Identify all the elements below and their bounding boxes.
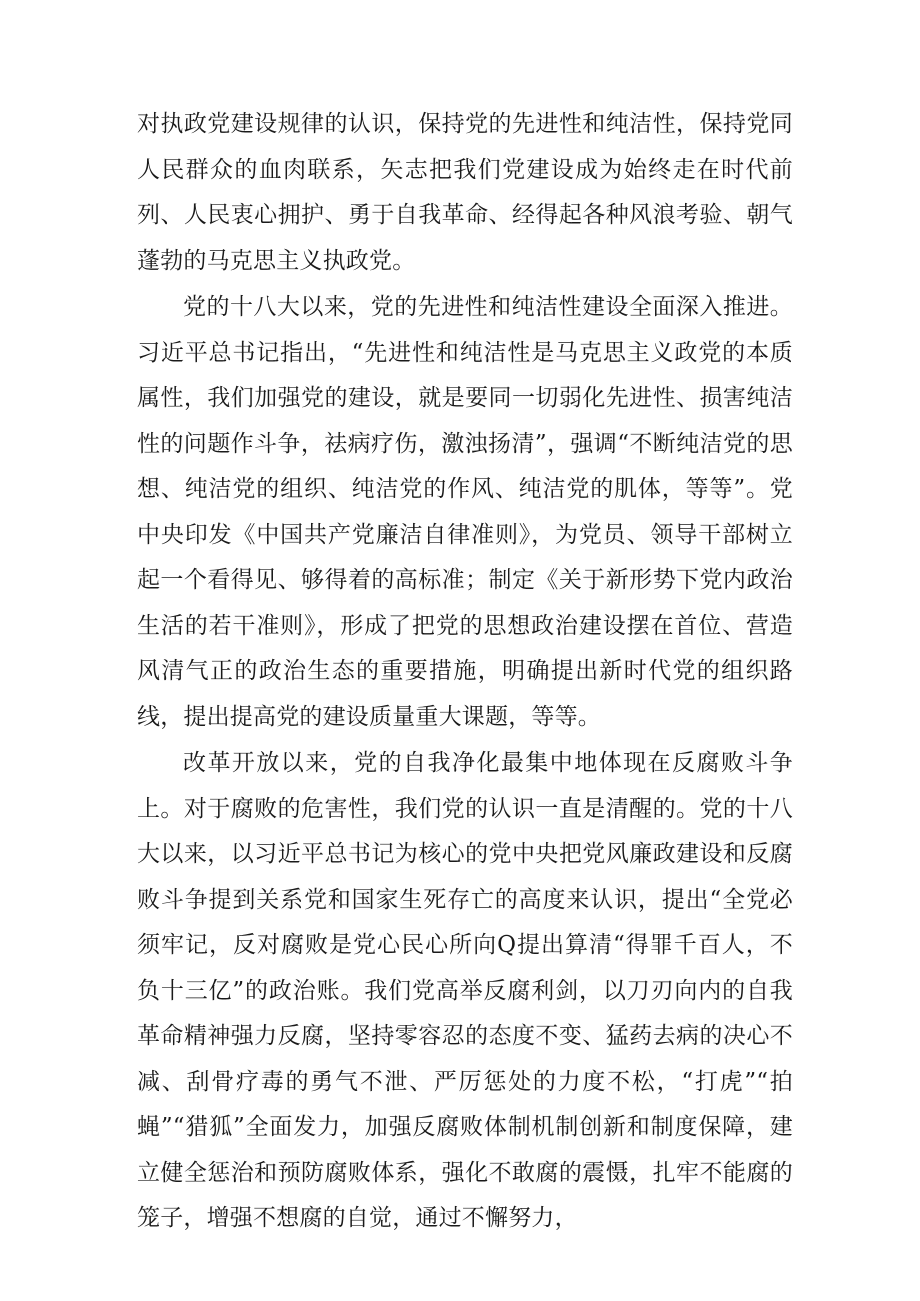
document-body (137, 102, 793, 1242)
paragraph-continuation: 对执政党建设规律的认识，保持党的先进性和纯洁性，保持党同人民群众的血肉联系，矢志把我们党建设成为始终走在时代前列、人民衷心拥护、勇于自我革命、经得起各种风浪考验、朝气蓬勃的马克思主义执政党。 (137, 111, 793, 274)
paragraph-anti-corruption: 改革开放以来，党的自我净化最集中地体现在反腐败斗争上。对于腐败的危害性，我们党的认识一直是清醒的。党的十八大以来，以习近平总书记为核心的党中央把党风廉政建设和反腐败斗争提到关系党和国家生死存亡的高度来认识，提出“全党必须牢记，反对腐败是党心民心所向Q提出算清“得罪千百人，不负十三亿”的政治账。我们党高举反腐利剑，以刀刃向内的自我革命精神强力反腐，坚持零容忍的态度不变、猛药去病的决心不减、刮骨疗毒的勇气不泄、严厉惩处的力度不松，“打虎”“拍蝇”“猎狐”全面发力，加强反腐败体制机制创新和制度保障，建立健全惩治和预防腐败体系，强化不敢腐的震慑，扎牢不能腐的笼子，增强不想腐的自觉，通过不懈努力， (137, 750, 793, 1231)
paragraph-advancement-purity: 党的十八大以来，党的先进性和纯洁性建设全面深入推进。习近平总书记指出，“先进性和纯洁性是马克思主义政党的本质属性，我们加强党的建设，就是要同一切弱化先进性、损害纯洁性的问题作斗争，祛病疗伤，激浊扬清”，强调“不断纯洁党的思想、纯洁党的组织、纯洁党的作风、纯洁党的肌体，等等”。党中央印发《中国共产党廉洁自律准则》，为党员、领导干部树立起一个看得见、够得着的高标准；制定《关于新形势下党内政治生活的若干准则》，形成了把党的思想政治建设摆在首位、营造风清气正的政治生态的重要措施，明确提出新时代党的组织路线，提出提高党的建设质量重大课题，等等。 (137, 294, 793, 730)
